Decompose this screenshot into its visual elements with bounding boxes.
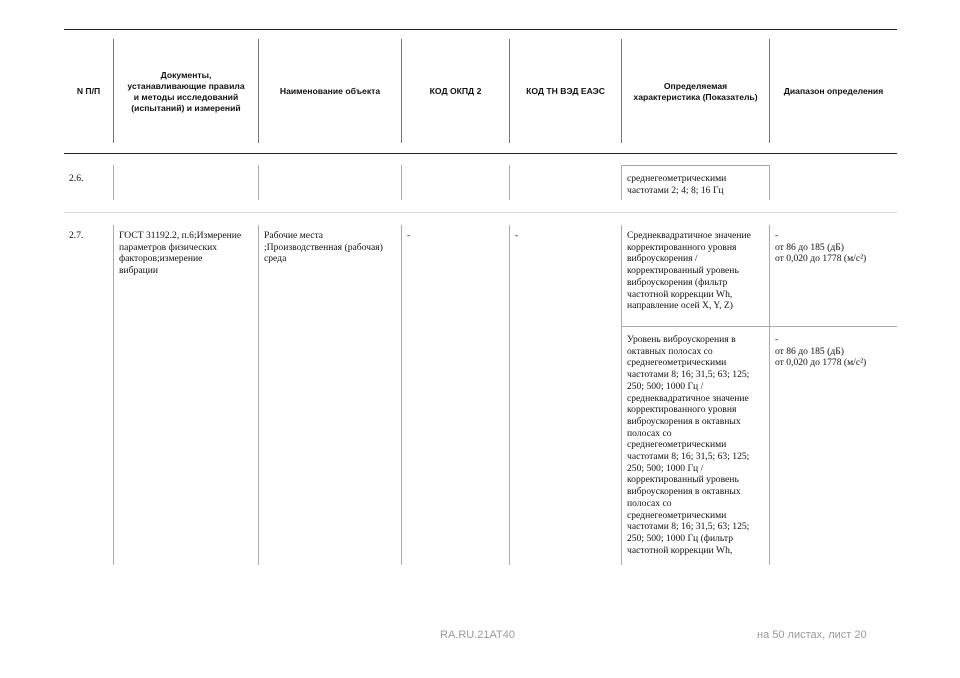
row-col-divider [621, 165, 622, 200]
table-row-2-7-2-range: - от 86 до 185 (дБ) от 0,020 до 1778 (м/с²) [775, 334, 867, 369]
header-range: Диапазон определения [783, 86, 884, 96]
header-num: N П/П [76, 86, 101, 96]
row-col-divider [509, 225, 510, 565]
row-col-divider [258, 165, 259, 200]
header-okpd: КОД ОКПД 2 [429, 86, 482, 96]
table-row-2-6-characteristic: среднегеометрическими частотами 2; 4; 8; 16 Гц [627, 173, 727, 196]
table-row-2-6-num: 2.6. [69, 173, 84, 184]
header-docs: Документы, устанавливающие правила и методы исследований (испытаний) и измерений [127, 69, 245, 113]
header-tnved: КОД ТН ВЭД ЕАЭС [526, 86, 605, 96]
row-separator [64, 212, 897, 213]
row-col-divider [509, 165, 510, 200]
row-col-divider [621, 225, 622, 565]
row-col-divider [769, 165, 770, 200]
table-row-2-7-tnved: - [515, 230, 519, 241]
sub-row-separator [621, 326, 897, 327]
row-col-divider [113, 165, 114, 200]
table-row-2-7-1-characteristic: Среднеквадратичное значение корректированного уровня виброускорения / корректированный уровень виброускорения (фильтр частотной коррекции Wh, направление осей X, Y, Z) [627, 230, 751, 312]
footer-page-info: на 50 листах, лист 20 [757, 629, 867, 641]
table-row-2-7-1-range: - от 86 до 185 (дБ) от 0,020 до 1778 (м/с²) [775, 230, 867, 265]
table-row-2-7-2-characteristic: Уровень виброускорения в октавных полосах со среднегеометрическими частотами 8; 16; 31,5; 63; 125; 250; 500; 1000 Гц / среднеквадратичное значение корректированного уровня виброускорения в октавных полосах со среднегеометрическими частотами 8; 16; 31,5; 63; 125; 250; 500; 1000 Гц / корректированный уровень виброускорения в октавных полосах со среднегеометрическими частотами 8; 16; 31,5; 63; 125; 250; 500; 1000 Гц (фильтр частотной коррекции Wh, [627, 334, 750, 556]
row-col-divider [401, 165, 402, 200]
row-col-divider [401, 225, 402, 565]
table-row-2-7-num: 2.7. [69, 230, 84, 241]
table-row-2-7-okpd: - [407, 230, 411, 241]
header-characteristic: Определяемая характеристика (Показатель) [633, 80, 758, 102]
cell-border [621, 165, 769, 166]
row-col-divider [258, 225, 259, 565]
footer-doc-id: RA.RU.21AT40 [440, 629, 515, 641]
header-object: Наименование объекта [279, 86, 381, 96]
table-row-2-7-object: Рабочие места ;Производственная (рабочая) среда [264, 230, 383, 265]
row-col-divider [113, 225, 114, 565]
table-row-2-7-docs: ГОСТ 31192.2, п.6;Измерение параметров физических факторов;измерение вибрации [119, 230, 242, 277]
header-bottom-border [64, 153, 897, 154]
row-col-divider [769, 225, 770, 565]
